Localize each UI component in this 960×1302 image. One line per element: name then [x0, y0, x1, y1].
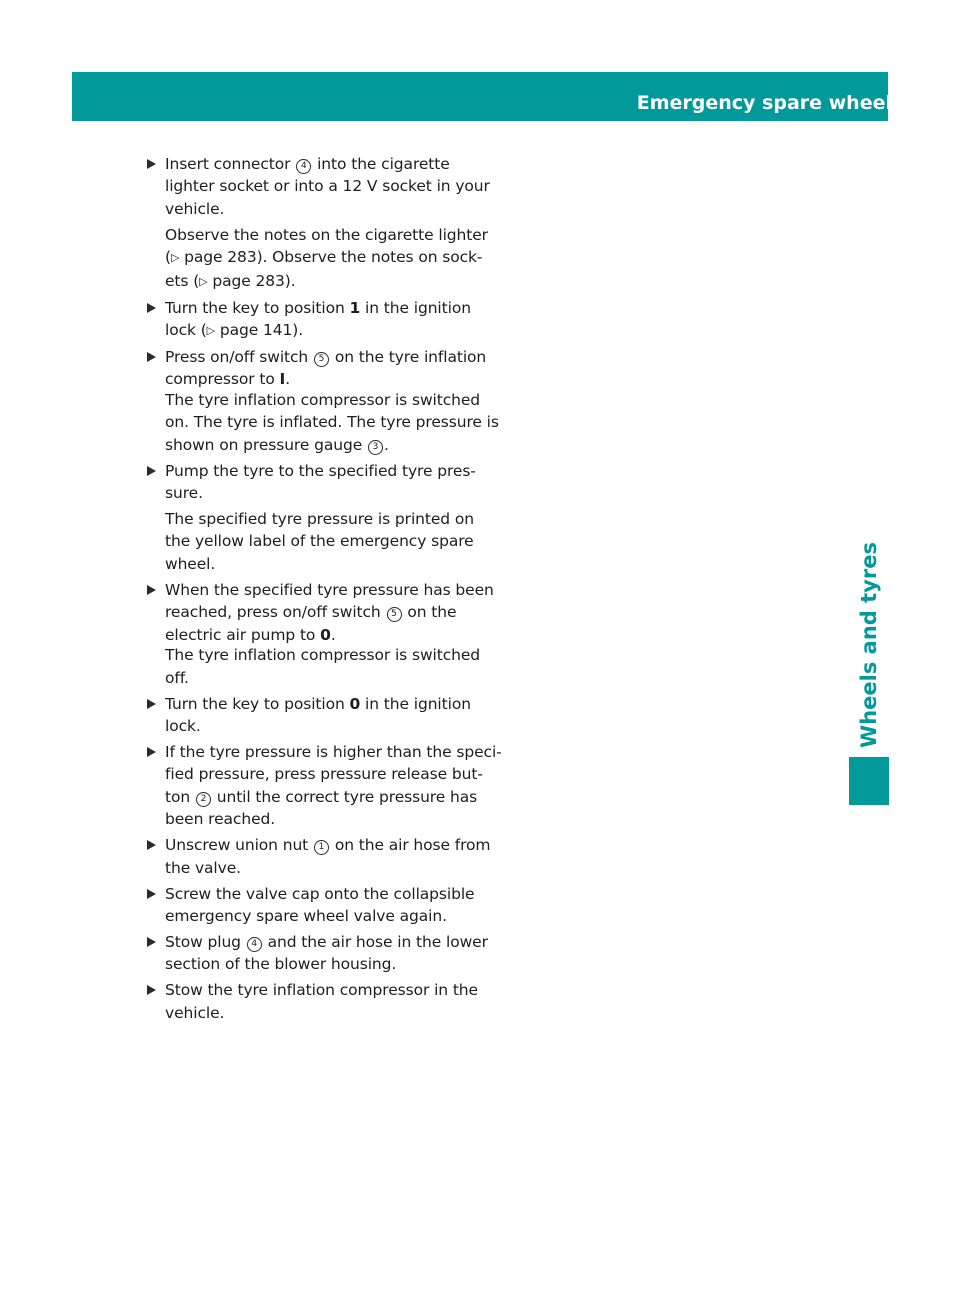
step-text: Unscrew union nut [165, 836, 309, 855]
circled-number-icon: 5 [387, 607, 402, 622]
step-line [165, 624, 485, 646]
header-bar [72, 72, 951, 121]
step-line: the yellow label of the emergency spare [165, 532, 474, 551]
step-line: The specified tyre pressure is printed on [165, 510, 474, 529]
chapter-tab [849, 540, 889, 750]
circled-number-icon: 5 [314, 352, 329, 367]
key-position-label: 0 [349, 694, 361, 713]
instruction-arrow-icon [147, 466, 156, 476]
instruction-step [147, 979, 485, 1024]
page-reference-link[interactable]: page 141). [219, 321, 304, 340]
step-text: ton [165, 787, 191, 806]
circled-number-icon: 1 [314, 840, 329, 855]
chapter-tab-label: Wheels and tyres [857, 542, 881, 748]
page-reference-link[interactable]: page 283). [212, 271, 296, 290]
step-text: and the air hose in the lower [267, 932, 488, 951]
step-line [165, 834, 491, 856]
step-text: ets ( [165, 271, 200, 290]
step-text: electric air pump to [165, 625, 316, 644]
step-line [165, 270, 485, 293]
instruction-step [147, 883, 485, 928]
step-line: sure. [165, 484, 203, 503]
instruction-arrow-icon [147, 889, 156, 899]
step-line: Stow the tyre inflation compressor in the [165, 981, 478, 1000]
section-title: Emergency spare wheel [636, 92, 892, 114]
page-reference-arrow-icon: ▷ [199, 274, 208, 288]
step-line: been reached. [165, 810, 276, 829]
step-line: on. The tyre is inflated. The tyre pressure is [165, 413, 499, 432]
instruction-arrow-icon [147, 747, 156, 757]
step-line: section of the blower housing. [165, 955, 397, 974]
chapter-tab-marker [849, 757, 889, 805]
step-line: vehicle. [165, 199, 225, 218]
instruction-step [147, 693, 485, 738]
switch-position-label: 0 [320, 625, 331, 644]
instruction-step [147, 346, 499, 456]
circled-number-icon: 2 [196, 792, 211, 807]
step-line: off. [165, 668, 189, 687]
instruction-arrow-icon [147, 937, 156, 947]
step-text: on the tyre inflation [334, 348, 487, 367]
instruction-step [147, 297, 485, 343]
step-text: on the [407, 603, 457, 622]
circled-number-icon: 3 [368, 440, 383, 455]
page-number: 353 [915, 93, 951, 113]
step-text: into the cigarette [317, 155, 450, 173]
instruction-step [147, 931, 488, 976]
instruction-step [147, 153, 490, 293]
step-line [165, 693, 485, 715]
step-line: wheel. [165, 554, 216, 573]
step-line: The tyre inflation compressor is switched [165, 390, 481, 409]
step-line: If the tyre pressure is higher than the speci- [165, 742, 502, 761]
step-line: vehicle. [165, 1003, 225, 1022]
step-line: The tyre inflation compressor is switched [165, 646, 481, 665]
circled-number-icon: 4 [247, 937, 262, 952]
step-line [165, 246, 485, 269]
step-text: Press on/off switch [165, 348, 309, 367]
step-text: . [384, 435, 389, 454]
step-line: Pump the tyre to the specified tyre pres- [165, 461, 476, 480]
step-line: lock. [165, 716, 201, 735]
step-text: reached, press on/off switch [165, 603, 381, 622]
step-line: When the specified tyre pressure has been [165, 580, 494, 599]
step-text: Turn the key to position [165, 298, 345, 317]
step-line [165, 786, 485, 808]
step-line: Screw the valve cap onto the collapsible [165, 884, 475, 903]
page-reference-arrow-icon: ▷ [206, 324, 216, 338]
instruction-step [147, 741, 502, 831]
instruction-arrow-icon [147, 159, 156, 169]
page-reference-arrow-icon: ▷ [170, 251, 180, 265]
step-line: Observe the notes on the cigarette lighter [165, 225, 488, 244]
step-line [165, 297, 485, 319]
step-line [165, 931, 488, 953]
step-line [165, 319, 485, 342]
step-line: the valve. [165, 858, 241, 877]
step-text: . [285, 370, 291, 389]
step-line [165, 153, 485, 175]
instruction-arrow-icon [147, 352, 156, 362]
step-line [165, 601, 485, 623]
page-reference-link[interactable]: page 283). Observe the notes on sock- [184, 248, 483, 267]
instruction-arrow-icon [147, 699, 156, 709]
step-text: compressor to [165, 370, 275, 389]
instruction-arrow-icon [147, 585, 156, 595]
instruction-list [147, 153, 502, 1028]
step-text: Insert connector [165, 155, 291, 173]
instruction-arrow-icon [147, 303, 156, 313]
key-position-label: 1 [349, 298, 361, 317]
instruction-step [147, 579, 494, 689]
step-line: fied pressure, press pressure release but- [165, 765, 483, 784]
step-text: until the correct tyre pressure has [216, 787, 478, 806]
step-line: lighter socket or into a 12 V socket in your [165, 177, 490, 196]
step-text: in the ignition [365, 298, 471, 317]
instruction-step [147, 834, 491, 879]
step-text: shown on pressure gauge [165, 435, 363, 454]
step-text: Stow plug [165, 932, 241, 951]
step-line [165, 346, 485, 368]
step-text: ( [165, 248, 171, 267]
step-line [165, 368, 485, 390]
step-text: in the ignition [365, 694, 471, 713]
step-line: emergency spare wheel valve again. [165, 906, 447, 925]
step-line [165, 434, 485, 456]
step-text: on the air hose from [334, 836, 491, 855]
step-text: lock ( [165, 321, 207, 340]
instruction-step [147, 460, 485, 576]
step-text: Turn the key to position [165, 694, 345, 713]
instruction-arrow-icon [147, 985, 156, 995]
switch-position-label: I [279, 370, 286, 389]
instruction-arrow-icon [147, 840, 156, 850]
step-text: . [330, 625, 336, 644]
circled-number-icon: 4 [296, 159, 311, 174]
